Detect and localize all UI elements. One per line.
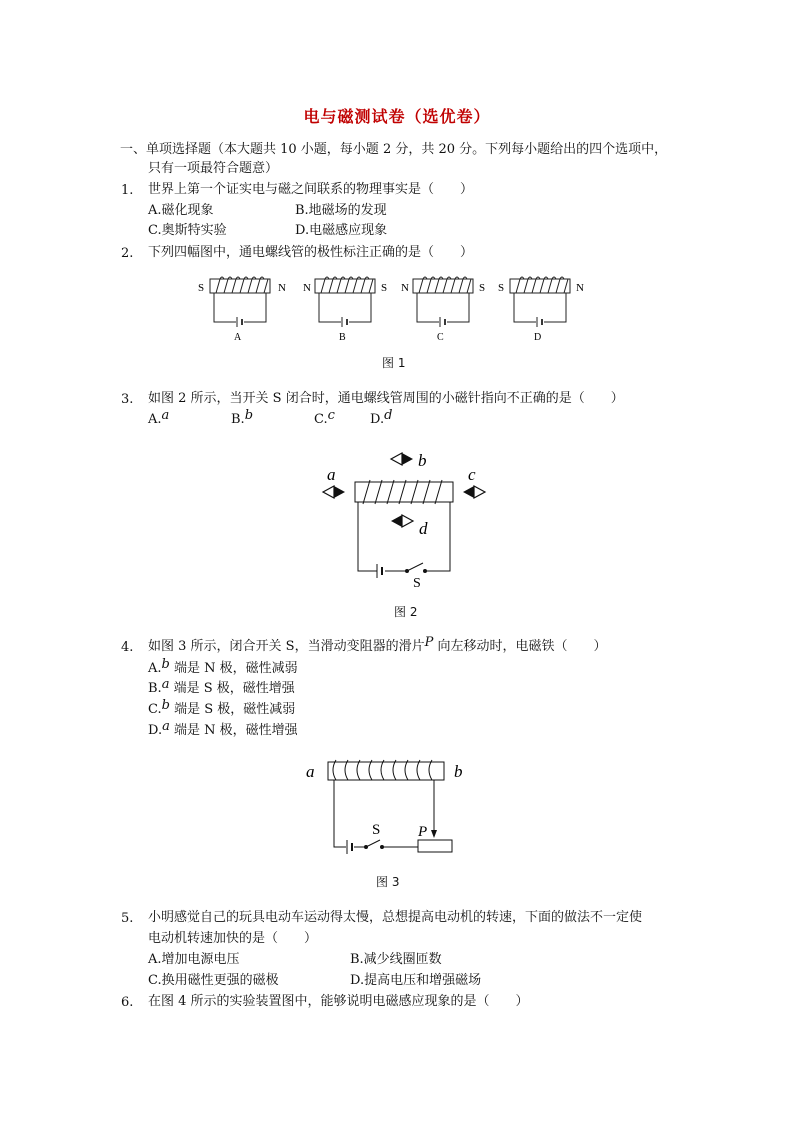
fig3-solenoid — [328, 760, 444, 780]
q3-option-a — [148, 408, 170, 429]
fig1-label-c: C — [437, 332, 444, 343]
q4-option-d-prefix: D. — [148, 723, 163, 738]
fig3-rheostat — [418, 840, 452, 852]
fig2-label-a: a — [327, 465, 336, 484]
q5-option-b: B.减少线圈匝数 — [350, 952, 442, 967]
q1-option-d: D.电磁感应现象 — [295, 223, 388, 238]
fig1-b-left-pole: N — [303, 282, 311, 294]
q4-stem — [148, 635, 607, 656]
fig2-label-c: c — [468, 465, 476, 484]
figure-1-caption: 图 1 — [382, 356, 406, 370]
fig2-compass-d — [391, 515, 413, 527]
fig1-c-right-pole: S — [479, 282, 486, 294]
q3-option-b-var: b — [244, 408, 254, 423]
q3-stem: 如图 2 所示，当开关 S 闭合时，通电螺线管周围的小磁针指向不正确的是（ ） — [148, 391, 624, 406]
fig3-label-a: a — [306, 762, 315, 781]
q3-option-d-prefix: D. — [370, 412, 385, 427]
q1-option-c: C.奥斯特实验 — [148, 223, 227, 238]
q4-option-a-text: 端是 N 极，磁性减弱 — [169, 661, 298, 676]
q3-option-d — [370, 408, 393, 429]
q4-option-d — [148, 719, 298, 740]
q1-stem: 世界上第一个证实电与磁之间联系的物理事实是（ ） — [148, 182, 474, 197]
q1-option-b: B.地磁场的发现 — [295, 203, 387, 218]
section-heading-line2: 只有一项最符合题意） — [148, 161, 279, 176]
q5-option-d: D.提高电压和增强磁场 — [350, 973, 482, 988]
fig1-solenoid-a — [198, 277, 286, 343]
fig3-slider-label: P — [418, 824, 428, 840]
q4-option-a — [148, 657, 298, 678]
q2-stem: 下列四幅图中，通电螺线管的极性标注正确的是（ ） — [148, 245, 474, 260]
fig1-a-left-pole: S — [198, 282, 205, 294]
q3-option-c — [314, 408, 335, 429]
q4-option-c — [148, 698, 296, 719]
fig2-compass-b — [391, 453, 413, 465]
q4-option-d-text: 端是 N 极，磁性增强 — [169, 723, 298, 738]
q3-option-c-var: c — [327, 408, 335, 423]
fig3-label-b: b — [454, 762, 463, 781]
q5-stem-line2: 电动机转速加快的是（ ） — [148, 931, 318, 946]
fig1-label-d: D — [534, 332, 542, 343]
fig3-slider-arrow — [431, 830, 437, 838]
fig1-b-right-pole: S — [381, 282, 388, 294]
q6-stem: 在图 4 所示的实验装置图中，能够说明电磁感应现象的是（ ） — [148, 994, 529, 1009]
q4-option-b — [148, 677, 295, 698]
fig2-label-b: b — [418, 451, 427, 470]
fig2-switch-label: S — [413, 576, 421, 588]
q2-number: 2. — [121, 246, 134, 261]
fig1-d-right-pole: N — [576, 282, 584, 294]
fig1-solenoid-c — [401, 277, 485, 343]
q4-stem-pre: 如图 3 所示，闭合开关 S，当滑动变阻器的滑片 — [148, 639, 425, 654]
fig1-label-a: A — [234, 332, 242, 343]
q4-stem-post: 向左移动时，电磁铁（ ） — [433, 639, 607, 654]
fig2-wire — [358, 502, 450, 571]
section-heading-line1: 一、单项选择题（本大题共 10 小题，每小题 2 分，共 20 分。下列每小题给出的四个选项中， — [120, 142, 668, 157]
q5-stem-line1: 小明感觉自己的玩具电动车运动得太慢，总想提高电动机的转速，下面的做法不一定使 — [148, 910, 643, 925]
q4-option-c-var: b — [161, 698, 170, 713]
fig2-solenoid — [355, 480, 453, 504]
q4-option-b-text: 端是 S 极，磁性增强 — [169, 681, 295, 696]
figure-1-solenoids — [195, 270, 595, 348]
q3-option-a-var: a — [161, 408, 170, 423]
q4-option-c-text: 端是 S 极，磁性减弱 — [169, 702, 296, 717]
q4-option-b-var: a — [161, 677, 170, 692]
q4-option-d-var: a — [162, 719, 170, 734]
fig1-d-left-pole: S — [498, 282, 505, 294]
fig1-label-b: B — [339, 332, 346, 343]
q3-option-c-prefix: C. — [314, 412, 328, 427]
fig3-switch-label: S — [372, 822, 381, 838]
fig2-compass-c — [463, 486, 485, 498]
figure-2-caption: 图 2 — [394, 605, 418, 619]
page-title: 电与磁测试卷（选优卷） — [303, 107, 491, 126]
q5-number: 5. — [121, 911, 134, 926]
q5-option-c: C.换用磁性更强的磁极 — [148, 973, 279, 988]
fig2-compass-a — [323, 486, 345, 498]
fig2-label-d: d — [419, 519, 428, 538]
figure-2-circuit — [315, 448, 495, 588]
figure-3-circuit — [300, 752, 480, 862]
q5-option-a: A.增加电源电压 — [148, 952, 240, 967]
q3-option-b — [231, 408, 254, 429]
q4-stem-var: P — [424, 635, 434, 650]
q3-option-d-var: d — [384, 408, 393, 423]
q4-option-a-var: b — [161, 657, 170, 672]
q3-number: 3. — [121, 392, 134, 407]
fig1-c-left-pole: N — [401, 282, 409, 294]
q3-option-a-prefix: A. — [148, 412, 162, 427]
q1-option-a: A.磁化现象 — [148, 203, 214, 218]
fig1-a-right-pole: N — [278, 282, 286, 294]
q4-option-c-prefix: C. — [148, 702, 162, 717]
q4-option-b-prefix: B. — [148, 681, 162, 696]
fig1-solenoid-d — [498, 277, 584, 343]
figure-3-caption: 图 3 — [376, 875, 400, 889]
q3-option-b-prefix: B. — [231, 412, 245, 427]
q1-number: 1. — [121, 183, 134, 198]
q4-number: 4. — [121, 640, 134, 655]
q4-option-a-prefix: A. — [148, 661, 162, 676]
q6-number: 6. — [121, 995, 134, 1010]
fig1-solenoid-b — [303, 277, 387, 343]
